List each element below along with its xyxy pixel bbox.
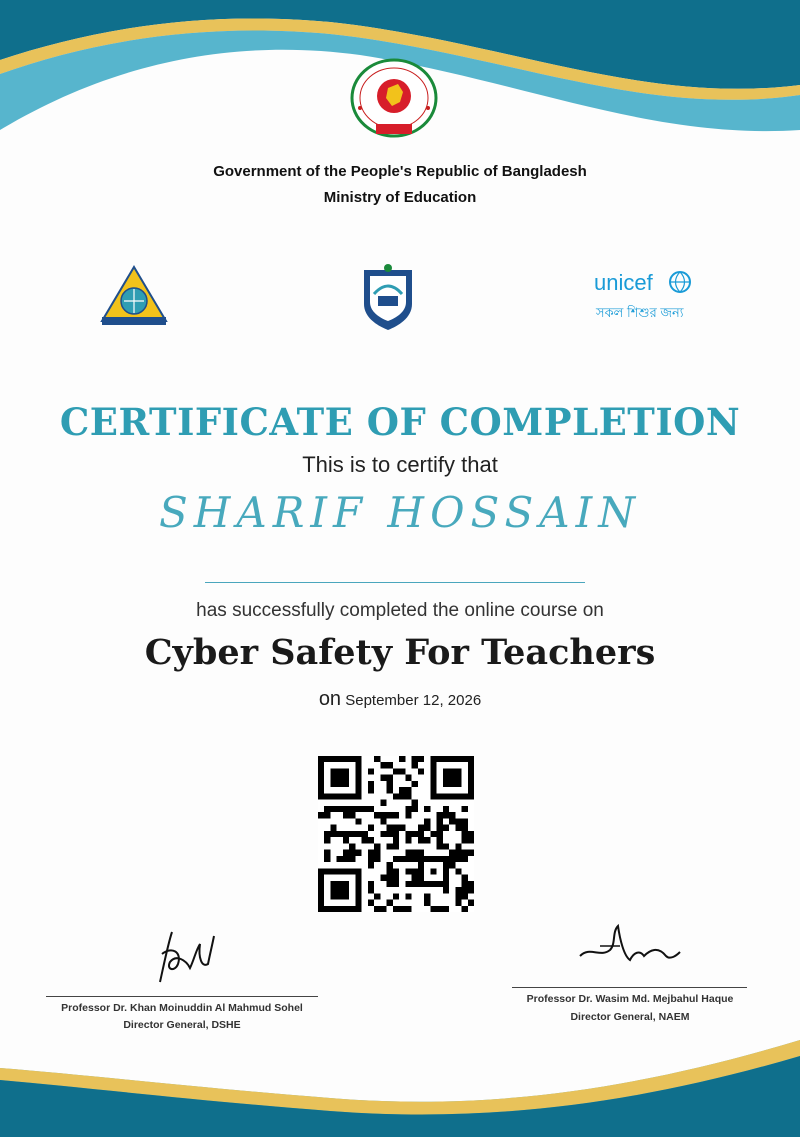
course-name: Cyber Safety For Teachers <box>144 632 656 673</box>
government-name: Government of the People's Republic of Bangladesh <box>213 163 587 180</box>
signature-naem-icon <box>570 916 690 976</box>
unicef-tagline: সকল শিশুর জন্য <box>596 305 684 320</box>
signatory-name-naem: Professor Dr. Wasim Md. Mejbahul Haque <box>526 993 734 1005</box>
date-value: September 12, 2026 <box>345 692 482 709</box>
qr-code-icon[interactable] <box>318 756 474 912</box>
bangladesh-emblem-icon <box>346 58 442 144</box>
signature-dshe-icon <box>142 924 222 994</box>
signature-line-naem <box>512 987 747 988</box>
signatory-role-naem: Director General, NAEM <box>570 1011 690 1023</box>
certify-text: This is to certify that <box>302 452 498 477</box>
unicef-logo <box>590 266 700 328</box>
globe-icon <box>668 270 692 294</box>
completion-text: has successfully completed the online course on <box>196 600 604 621</box>
name-underline <box>205 582 585 583</box>
naem-logo-icon <box>358 260 418 332</box>
dshe-logo-icon <box>98 265 170 329</box>
date-prefix: on <box>318 688 342 710</box>
recipient-name: SHARIF HOSSAIN <box>159 488 641 537</box>
signatory-role-dshe: Director General, DSHE <box>123 1019 241 1031</box>
certificate-title: CERTIFICATE OF COMPLETION <box>59 400 741 444</box>
ministry-name: Ministry of Education <box>323 189 477 206</box>
unicef-wordmark: unicef <box>594 270 653 295</box>
signature-line-dshe <box>46 996 318 997</box>
signatory-name-dshe: Professor Dr. Khan Moinuddin Al Mahmud Sohel <box>61 1002 303 1014</box>
completion-date <box>0 688 800 711</box>
